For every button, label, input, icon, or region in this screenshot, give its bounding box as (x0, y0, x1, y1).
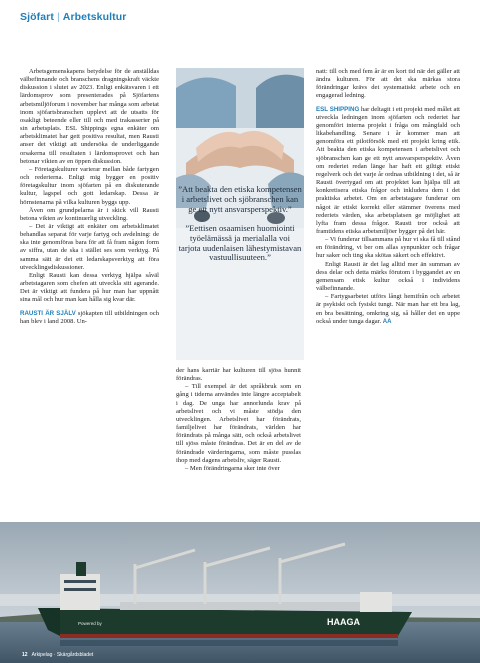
paragraph: – Det är viktigt att enkäter om arbetsklimatet behandlas separat för varje fartyg och avdelning: de ska inte genomföras bara för att få fram någon form av siffra, utan de ska i stället ses som verktyg. På samma sätt är det ett ledarskapsverktyg att föra utvecklingsdiskussioner. (20, 222, 159, 271)
paragraph: Enligt Rausti är det lag alltid mer än summan av dess delar och detta märks förutom i byggandet av en gemensam etisk kultur också i individens välbefinnande. (316, 260, 460, 293)
article-column-2 (176, 367, 301, 473)
paragraph: Även om grundpelarna är i skick vill Rausti betona vikten av kontinuerlig utveckling. (20, 206, 159, 222)
article-column-1 (20, 68, 159, 326)
lead-in: RAUSTI ÄR SJÄLV (20, 309, 76, 317)
hull-text: Powered by (78, 621, 102, 626)
paragraph: Arbetsgemenskapens betydelse för de anställdas välbefinnande och branschens dragningskraft väckte diskussion i slutet av 2023. Enligt enkätsvaren i ett lärdomsprov som presenterades på Sjöfartens arbetsmiljöforum i november har många som arbetat inom sjöfartsbranschen upplevt att de utsatts för osakligt beteende eller till och med trakasserier på sin arbetsplats. ESL Shippings egna enkäter om arbetsklimatet har gett positiva resultat, men Rausti anser det viktigt att undersöka de underliggande orsakerna till resultaten i lärdomsprovet och han betonar vikten av en öppen diskussion. (20, 68, 159, 165)
page-header (20, 11, 126, 23)
paragraph: – Företagskulturer varierar mellan både fartygen och rederierna. Enligt mig bygger en positiv företagskultur inom sjöfarten på en diskuterande kultur, lagspel och gott ledarskap. Dessa är hörnstenarna på vilka kulturen byggs upp. (20, 165, 159, 206)
paragraph: natt: till och med fem år är en kort tid när det gäller att ändra kulturen. För att det ska märkas stora förändringar krävs det systematiskt arbete och en engagerad ledning. (316, 68, 460, 100)
ship-photo (0, 522, 480, 663)
article-column-3 (316, 68, 460, 326)
paragraph: – Men förändringarna sker inte över (185, 464, 280, 472)
rubric-title: Arbetskultur (62, 11, 127, 23)
paragraph: Enligt Rausti kan dessa verktyg hjälpa såväl arbetstagaren som chefen att utveckla sitt agerande. Det är viktigt att fundera på hur man har uppnått sina mål och hur man kan hålla sig kvar där. (20, 271, 159, 304)
section-title: Sjöfart (20, 11, 54, 23)
publication-name: Arkipelag · Skärgårdsbladet (31, 652, 94, 658)
pull-quote-finnish: ”Eettisen osaamisen huomiointi työelämässä ja merialalla voi tarjota uudenlaisen lähestymistavan vastuullisuuteen.” (178, 222, 302, 263)
cargo-ship-image (0, 522, 480, 663)
page-number: 12 (22, 652, 28, 658)
header-separator: | (56, 11, 60, 23)
pull-quote-swedish: ”Att beakta den etiska kompetensen i arbetslivet och sjöbranschen kan ge ett nytt ansvarsperspektiv.” (178, 184, 302, 214)
paragraph: der hans karriär har kulturen till sjöss hunnit förändras. (176, 367, 301, 383)
end-mark: AA (382, 318, 392, 325)
paragraph: – Vi funderar tillsammans på hur vi ska få till stånd en förändring, vi ber om allas synpunkter och frågar hur saker och ting ska skötas säkert och effektivt. (316, 236, 460, 260)
paragraph: RAUSTI ÄR SJÄLV sjökapten till utbildningen och han blev i land 2008. Un- (20, 309, 160, 325)
pull-quote (178, 185, 302, 263)
paragraph: – Till exempel är det språkbruk som en gång i tiderna användes inte längre acceptabelt i dag. De unga har annorlunda krav på arbetslivet och vi måste stödja den utvecklingen. Arbetslivet har förändrats, familjelivet har förändrats, världen har förändrats på många sätt, och också arbetslivet till sjöss måste förändras. Det är en del av de förändrade värderingarna, som måste pusslas ihop med dagens arbetsliv, säger Rausti. (176, 383, 301, 464)
paragraph: – Fartygsarbetet utförs långt hemifrån och arbetet är psykiskt och fysiskt tungt. När man har ett bra lag, en bra besättning, omkring sig, så håller det en uppe också under tunga dagar. AA (316, 293, 460, 325)
lead-in: ESL SHIPPING (316, 105, 360, 113)
ship-name: HAAGA (327, 617, 360, 627)
page-footer (22, 652, 93, 658)
paragraph: ESL SHIPPING har deltagit i ett projekt med målet att utveckla ledningen inom sjöfarten och rederiet har genomfört interna projekt i fråga om mångfald och likabehandling. Senare i år kommer man att genomföra ett pilotförsök med ett projekt kring etik. Att beakta den etiska kompetensen i arbetslivet och sjöbranschen kan ge ett nytt ansvarsperspektiv. Även om rederiet redan länge har haft ett giltigt etiskt regelverk och det varje år ordnas utbildning i det, så är Rausti övertygad om att projektet kan hjälpa till att konkretisera etiska frågor och inkludera dem i det praktiska arbetet. Om en arbetstagare funderar om något är etiskt korrekt eller stämmer överens med rederiets värden, ska arbetsplatsen ge möjlighet att lyfta fram dessa frågor. Rausti tror också att framtidens etiska arbetsmiljöer bygger på det här. (316, 105, 460, 235)
